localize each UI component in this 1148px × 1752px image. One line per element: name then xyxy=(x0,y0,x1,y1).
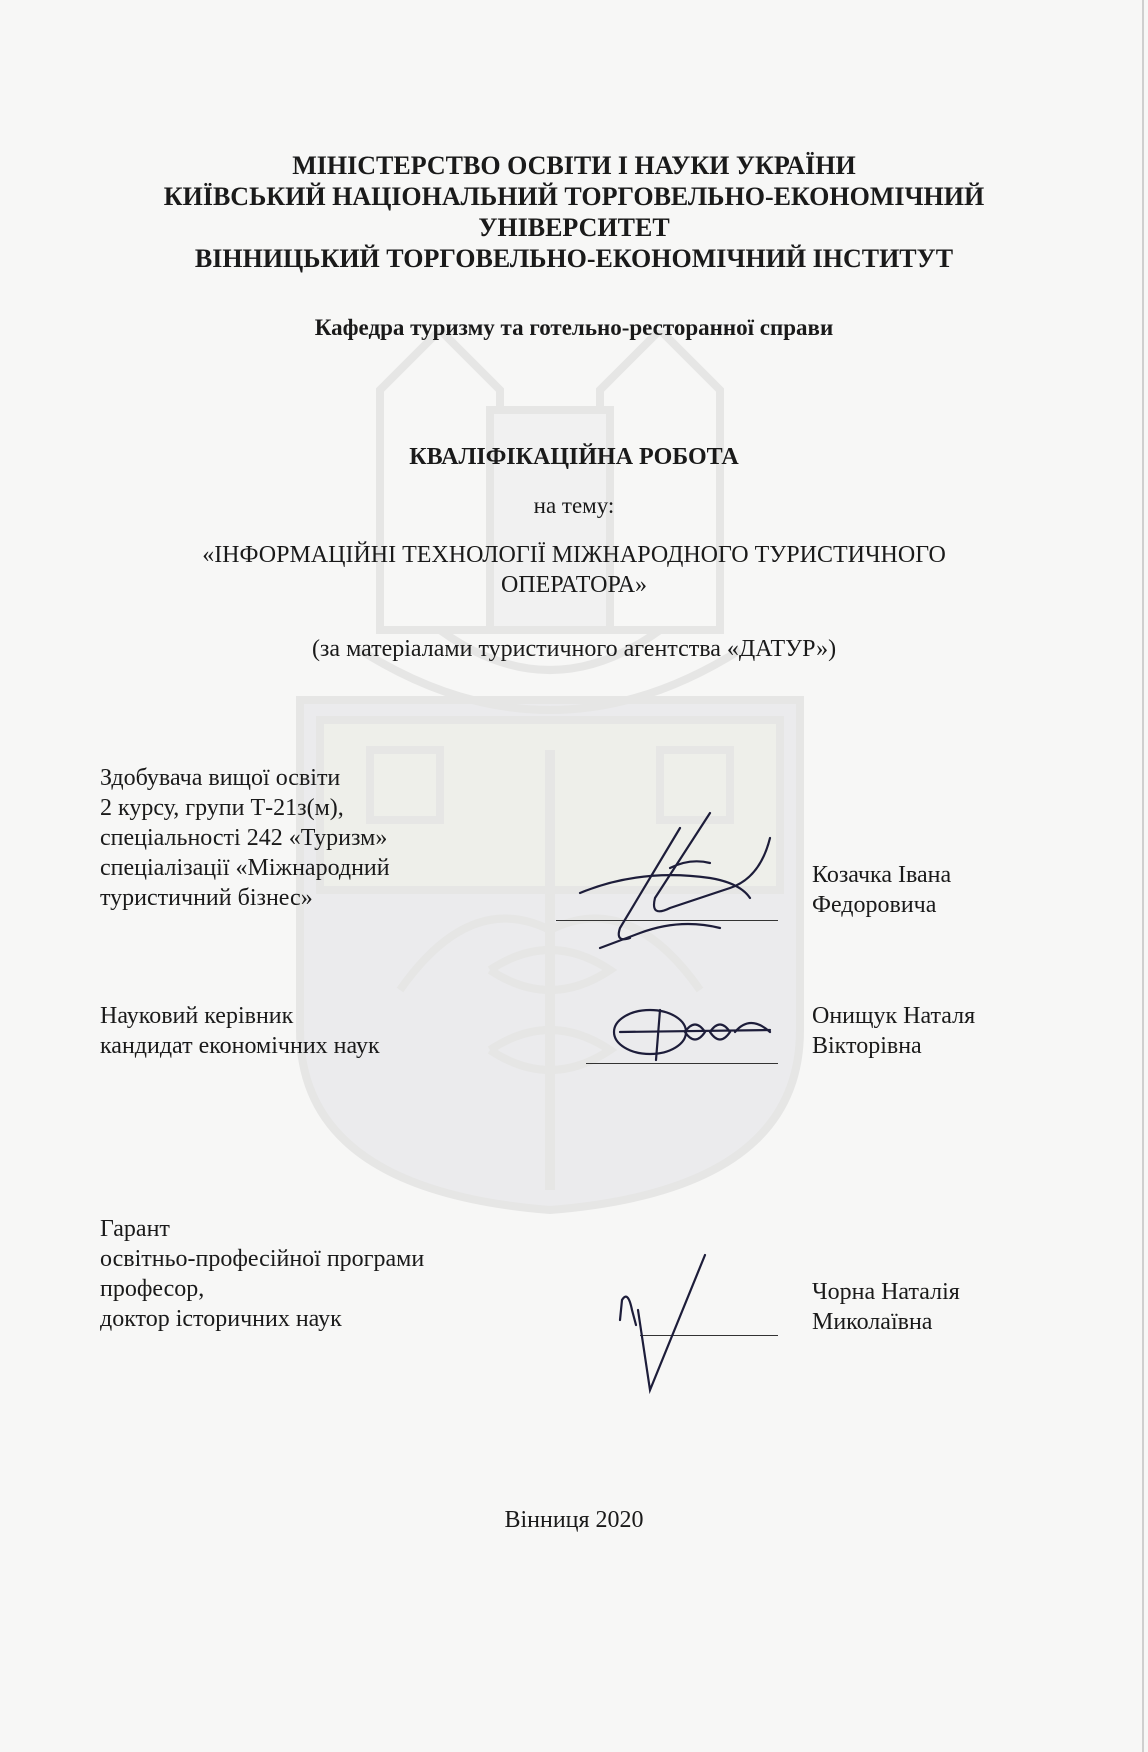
guarantor-line: Гарант xyxy=(100,1216,170,1242)
supervisor-name-line2: Вікторівна xyxy=(812,1033,922,1059)
city-year: Вінниця 2020 xyxy=(504,1507,644,1533)
work-title: КВАЛІФІКАЦІЙНА РОБОТА xyxy=(409,444,739,470)
university-name-line2: УНІВЕРСИТЕТ xyxy=(478,213,670,242)
student-name xyxy=(812,860,951,920)
ministry-name: МІНІСТЕРСТВО ОСВІТИ І НАУКИ УКРАЇНИ xyxy=(292,151,856,180)
guarantor-block xyxy=(100,1214,424,1334)
student-line: 2 курсу, групи Т-21з(м), xyxy=(100,795,344,821)
guarantor-line: професор, xyxy=(100,1276,205,1302)
student-name-line1: Козачка Івана xyxy=(812,862,952,888)
topic-line2: ОПЕРАТОРА» xyxy=(500,572,648,598)
topic-intro: на тему: xyxy=(533,493,615,518)
supervisor-signature xyxy=(610,1002,780,1072)
supervisor-line: кандидат економічних наук xyxy=(100,1033,380,1059)
guarantor-name xyxy=(812,1277,960,1337)
guarantor-name-line1: Чорна Наталія xyxy=(812,1279,960,1305)
student-line: спеціальності 242 «Туризм» xyxy=(100,825,388,851)
supervisor-name-line1: Онищук Наталя xyxy=(812,1003,976,1029)
guarantor-signature xyxy=(610,1250,720,1400)
student-line: туристичний бізнес» xyxy=(100,885,313,911)
student-line: спеціалізації «Міжнародний xyxy=(100,855,390,881)
student-signature xyxy=(560,808,800,958)
department-name: Кафедра туризму та готельно-ресторанної справи xyxy=(314,315,834,340)
student-block xyxy=(100,763,390,913)
topic-line1: «ІНФОРМАЦІЙНІ ТЕХНОЛОГІЇ МІЖНАРОДНОГО ТУРИСТИЧНОГО xyxy=(202,542,946,568)
student-name-line2: Федоровича xyxy=(812,892,937,918)
scan-edge-right xyxy=(1142,0,1144,1752)
guarantor-line: освітньо-професійної програми xyxy=(100,1246,425,1272)
guarantor-line: доктор історичних наук xyxy=(100,1306,342,1332)
supervisor-line: Науковий керівник xyxy=(100,1003,294,1029)
institution-header xyxy=(60,150,1088,274)
supervisor-block xyxy=(100,1001,380,1061)
supervisor-name xyxy=(812,1001,975,1061)
topic xyxy=(120,540,1028,600)
student-line: Здобувача вищої освіти xyxy=(100,765,341,791)
materials-note: (за матеріалами туристичного агентства «ДАТУР») xyxy=(311,636,837,662)
university-name-line1: КИЇВСЬКИЙ НАЦІОНАЛЬНИЙ ТОРГОВЕЛЬНО-ЕКОНОМІЧНИЙ xyxy=(163,182,985,211)
guarantor-name-line2: Миколаївна xyxy=(812,1309,933,1335)
institute-name: ВІННИЦЬКИЙ ТОРГОВЕЛЬНО-ЕКОНОМІЧНИЙ ІНСТИТУТ xyxy=(194,244,954,273)
